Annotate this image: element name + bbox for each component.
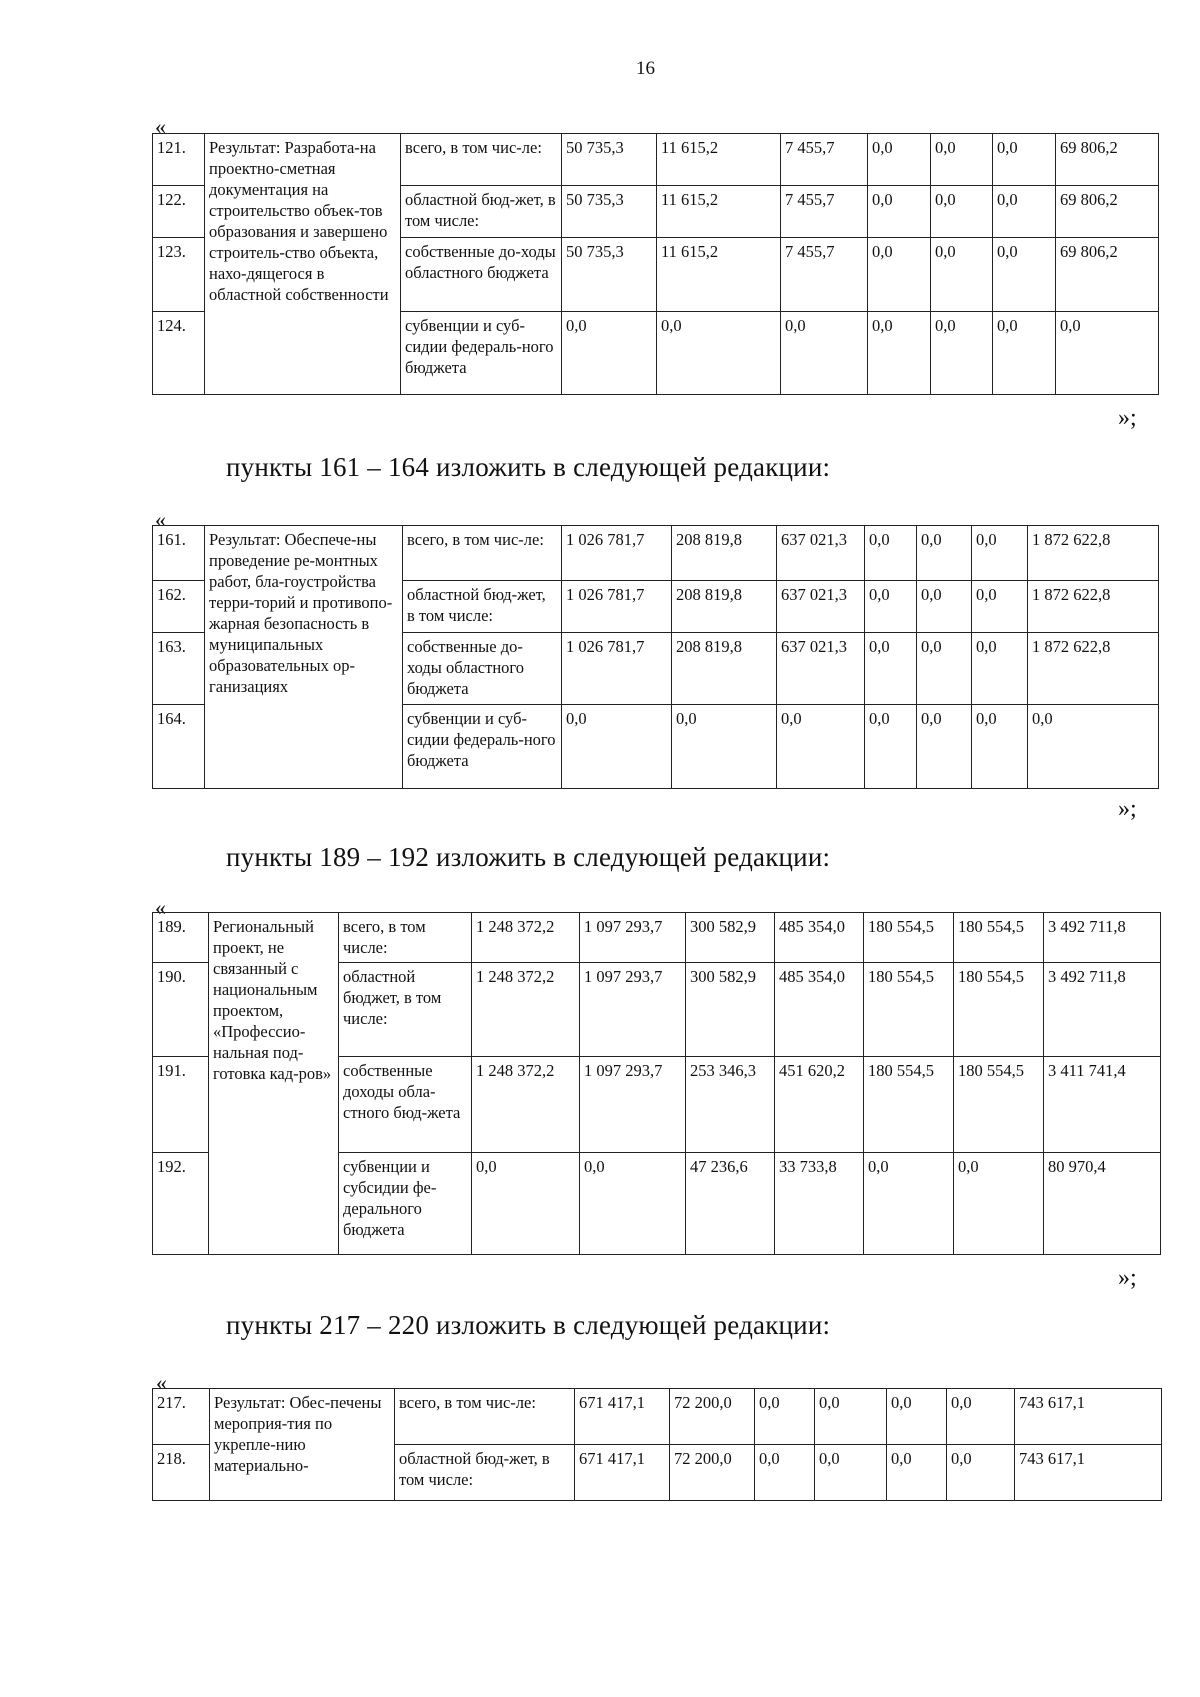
value-cell: 0,0 [868,238,931,312]
value-cell: 1 248 372,2 [472,963,580,1057]
value-cell: 0,0 [755,1389,815,1445]
funding-source: всего, в том чис-ле: [401,134,562,186]
row-number: 189. [153,913,209,963]
page-number: 16 [636,58,655,79]
value-cell: 451 620,2 [775,1057,864,1153]
value-cell: 0,0 [954,1153,1044,1255]
value-cell: 72 200,0 [670,1389,755,1445]
value-cell: 0,0 [657,312,781,395]
result-description: Результат: Разработа-на проектно-сметная документация на строительство объек-тов образования и завершено строитель-ство объекта, нахо-дящегося в областной собственности [205,134,401,395]
value-cell: 11 615,2 [657,186,781,238]
value-cell: 300 582,9 [686,963,775,1057]
value-cell: 180 554,5 [864,1057,954,1153]
value-cell: 1 026 781,7 [562,633,672,705]
value-cell: 180 554,5 [864,963,954,1057]
value-cell: 208 819,8 [672,526,777,581]
funding-source: собственные до-ходы областного бюджета [403,633,562,705]
close-quote: »; [1118,1265,1137,1291]
value-cell: 637 021,3 [777,581,865,633]
value-cell: 0,0 [993,238,1056,312]
value-cell: 11 615,2 [657,238,781,312]
value-cell: 3 492 711,8 [1044,963,1161,1057]
result-description: Результат: Обес-печены мероприя-тия по укрепле-нию материально- [210,1389,395,1501]
value-cell: 0,0 [931,238,993,312]
value-cell: 0,0 [562,705,672,789]
value-cell: 0,0 [580,1153,686,1255]
funding-source: всего, в том чис-ле: [395,1389,575,1445]
open-quote: « [156,1370,167,1395]
funding-source: областной бюджет, в том числе: [339,963,472,1057]
value-cell: 72 200,0 [670,1445,755,1501]
open-quote: « [155,114,166,139]
value-cell: 0,0 [917,633,972,705]
value-cell: 0,0 [868,186,931,238]
value-cell: 0,0 [947,1389,1015,1445]
value-cell: 743 617,1 [1015,1389,1162,1445]
row-number: 162. [153,581,205,633]
value-cell: 0,0 [887,1389,947,1445]
value-cell: 0,0 [947,1445,1015,1501]
value-cell: 671 417,1 [575,1445,670,1501]
value-cell: 743 617,1 [1015,1445,1162,1501]
value-cell: 80 970,4 [1044,1153,1161,1255]
value-cell: 0,0 [917,705,972,789]
value-cell: 69 806,2 [1056,134,1159,186]
row-number: 124. [153,312,205,395]
row-number: 161. [153,526,205,581]
value-cell: 1 097 293,7 [580,963,686,1057]
value-cell: 11 615,2 [657,134,781,186]
value-cell: 0,0 [887,1445,947,1501]
value-cell: 50 735,3 [562,186,657,238]
value-cell: 0,0 [562,312,657,395]
value-cell: 637 021,3 [777,633,865,705]
value-cell: 0,0 [931,312,993,395]
value-cell: 0,0 [672,705,777,789]
row-number: 218. [153,1445,210,1501]
value-cell: 1 248 372,2 [472,1057,580,1153]
section-heading: пункты 189 – 192 изложить в следующей редакции: [226,842,831,872]
value-cell: 0,0 [868,134,931,186]
value-cell: 1 026 781,7 [562,581,672,633]
row-number: 190. [153,963,209,1057]
open-quote: « [155,507,166,532]
value-cell: 180 554,5 [864,913,954,963]
value-cell: 0,0 [917,581,972,633]
value-cell: 0,0 [815,1445,887,1501]
value-cell: 0,0 [917,526,972,581]
value-cell: 485 354,0 [775,963,864,1057]
funding-source: областной бюд-жет, в том числе: [401,186,562,238]
value-cell: 180 554,5 [954,913,1044,963]
funding-source: областной бюд-жет, в том числе: [395,1445,575,1501]
value-cell: 180 554,5 [954,963,1044,1057]
value-cell: 0,0 [777,705,865,789]
table-row [153,1389,1162,1445]
value-cell: 0,0 [972,633,1028,705]
funding-source: областной бюд-жет, в том числе: [403,581,562,633]
value-cell: 0,0 [865,581,917,633]
value-cell: 0,0 [993,134,1056,186]
value-cell: 0,0 [972,705,1028,789]
value-cell: 0,0 [868,312,931,395]
value-cell: 253 346,3 [686,1057,775,1153]
result-description: Результат: Обеспече-ны проведение ре-монтных работ, бла-гоустройства терри-торий и противопо-жарная безопасность в муниципальных образовательных ор-ганизациях [205,526,403,789]
row-number: 121. [153,134,205,186]
value-cell: 0,0 [781,312,868,395]
value-cell: 0,0 [755,1445,815,1501]
value-cell: 47 236,6 [686,1153,775,1255]
budget-table-189-192 [152,912,1161,1255]
funding-source: всего, в том числе: [339,913,472,963]
value-cell: 0,0 [865,633,917,705]
value-cell: 0,0 [931,134,993,186]
row-number: 217. [153,1389,210,1445]
open-quote: « [155,895,166,920]
funding-source: субвенции и субсидии фе-дерального бюджета [339,1153,472,1255]
funding-source: всего, в том чис-ле: [403,526,562,581]
value-cell: 0,0 [864,1153,954,1255]
value-cell: 1 872 622,8 [1028,581,1159,633]
value-cell: 1 097 293,7 [580,1057,686,1153]
value-cell: 69 806,2 [1056,238,1159,312]
funding-source: субвенции и суб-сидии федераль-ного бюджета [401,312,562,395]
table-row [153,526,1159,581]
value-cell: 1 872 622,8 [1028,633,1159,705]
value-cell: 7 455,7 [781,238,868,312]
value-cell: 300 582,9 [686,913,775,963]
value-cell: 33 733,8 [775,1153,864,1255]
row-number: 163. [153,633,205,705]
value-cell: 671 417,1 [575,1389,670,1445]
close-quote: »; [1118,405,1137,431]
value-cell: 208 819,8 [672,633,777,705]
value-cell: 50 735,3 [562,238,657,312]
row-number: 122. [153,186,205,238]
value-cell: 0,0 [931,186,993,238]
value-cell: 180 554,5 [954,1057,1044,1153]
value-cell: 1 248 372,2 [472,913,580,963]
section-heading: пункты 161 – 164 изложить в следующей редакции: [226,452,831,482]
value-cell: 1 026 781,7 [562,526,672,581]
value-cell: 0,0 [1028,705,1159,789]
value-cell: 7 455,7 [781,186,868,238]
funding-source: собственные доходы обла-стного бюд-жета [339,1057,472,1153]
row-number: 191. [153,1057,209,1153]
funding-source: собственные до-ходы областного бюджета [401,238,562,312]
section-heading: пункты 217 – 220 изложить в следующей редакции: [226,1310,831,1340]
budget-table-161-164 [152,525,1159,789]
value-cell: 0,0 [993,312,1056,395]
value-cell: 637 021,3 [777,526,865,581]
value-cell: 0,0 [472,1153,580,1255]
value-cell: 208 819,8 [672,581,777,633]
budget-table-217-220 [152,1388,1162,1501]
row-number: 164. [153,705,205,789]
value-cell: 485 354,0 [775,913,864,963]
value-cell: 3 411 741,4 [1044,1057,1161,1153]
value-cell: 7 455,7 [781,134,868,186]
value-cell: 1 872 622,8 [1028,526,1159,581]
value-cell: 3 492 711,8 [1044,913,1161,963]
value-cell: 0,0 [993,186,1056,238]
value-cell: 0,0 [972,581,1028,633]
row-number: 123. [153,238,205,312]
row-number: 192. [153,1153,209,1255]
result-description: Региональный проект, не связанный с национальным проектом, «Профессио-нальная под-готовка кад-ров» [209,913,339,1255]
budget-table-121-124 [152,133,1159,395]
table-row [153,134,1159,186]
table-row [153,913,1161,963]
close-quote: »; [1118,796,1137,822]
value-cell: 0,0 [972,526,1028,581]
funding-source: субвенции и суб-сидии федераль-ного бюджета [403,705,562,789]
value-cell: 0,0 [865,705,917,789]
value-cell: 1 097 293,7 [580,913,686,963]
value-cell: 0,0 [865,526,917,581]
value-cell: 69 806,2 [1056,186,1159,238]
value-cell: 50 735,3 [562,134,657,186]
value-cell: 0,0 [815,1389,887,1445]
value-cell: 0,0 [1056,312,1159,395]
